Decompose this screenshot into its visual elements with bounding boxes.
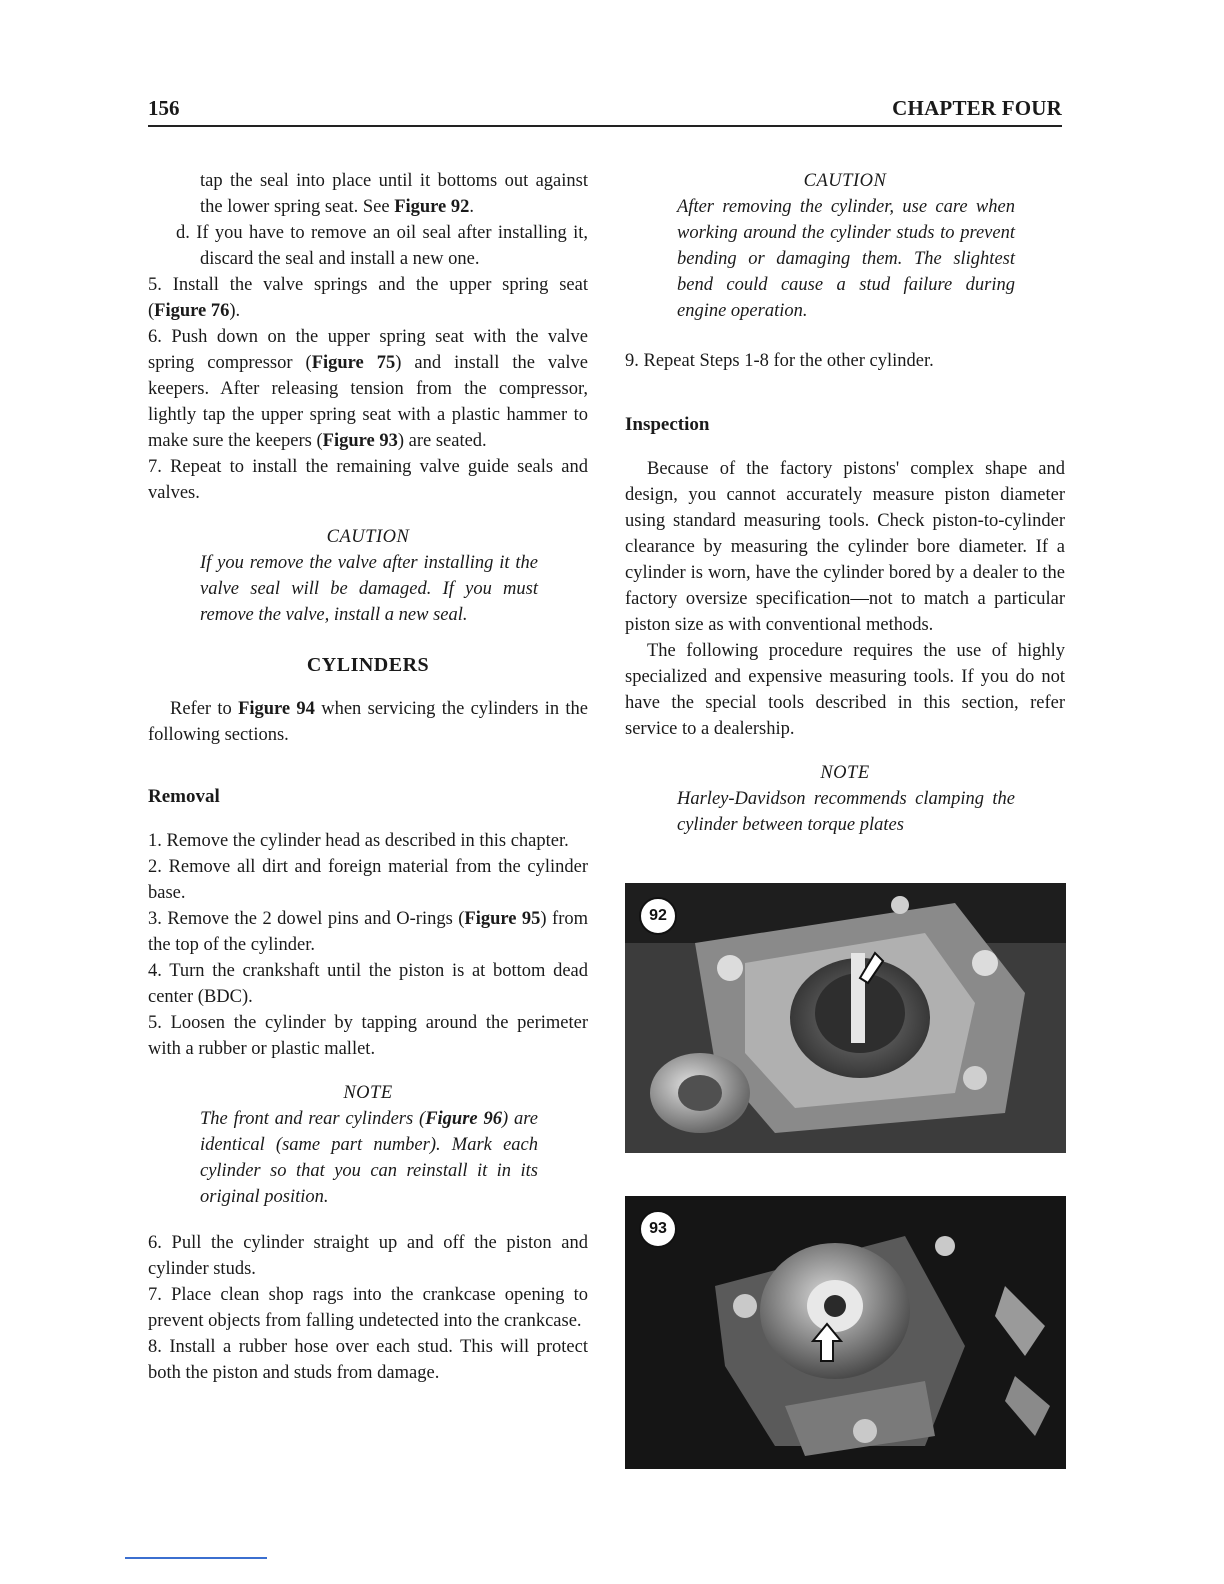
caution-title: CAUTION [326,527,410,547]
inspection-paragraph-1: Because of the factory pistons' complex shape and design, you cannot accurately measure piston diameter using standard measuring tools. Check piston-to-cylinder clearance by measuring the cylinder bore diameter. If a cylinder is worn, have the cylinder bored by a dealer to the factory oversize specification—not to match a particular piston size as with conventional methods. [625,459,1065,635]
figure-ref: Figure 96 [425,1109,502,1129]
figure-92-photo [625,883,1066,1153]
figure-93-photo [625,1196,1066,1469]
figure-ref: Figure 94 [238,699,315,719]
step-6: 6. Push down on the upper spring seat with the valve spring compressor (Figure 75) and install the valve keepers. After releasing tension from the compressor, lightly tap the upper spring seat with a plastic hammer to make sure the keepers (Figure 93) are seated. [148,327,588,451]
footnote-rule [125,1557,267,1559]
step-9: 9. Repeat Steps 1-8 for the other cylinder. [625,351,934,371]
removal-step-5: 5. Loosen the cylinder by tapping around the perimeter with a rubber or plastic mallet. [148,1013,588,1059]
step-5: 5. Install the valve springs and the upper spring seat (Figure 76). [148,275,588,321]
cylinders-intro: Refer to Figure 94 when servicing the cylinders in the following sections. [148,699,588,745]
caution-text: If you remove the valve after installing it the valve seal will be damaged. If you must remove the valve, install a new seal. [200,553,538,625]
note-box [625,760,1065,838]
note-title: NOTE [820,763,870,783]
removal-step-7: 7. Place clean shop rags into the crankcase opening to prevent objects from falling undetected into the crankcase. [148,1285,588,1331]
removal-step-8: 8. Install a rubber hose over each stud. This will protect both the piston and studs from damage. [148,1337,588,1383]
figure-number-badge: 92 [639,897,677,935]
step-d: d. If you have to remove an oil seal after installing it, discard the seal and install a new one. [176,223,589,269]
page-header [148,96,1062,126]
subheading-removal: Removal [148,786,220,807]
note-box [148,1080,588,1210]
page-number: 156 [148,96,180,120]
cylinder-head-photo [625,883,1066,1153]
step-7: 7. Repeat to install the remaining valve guide seals and valves. [148,457,588,503]
caution-text: After removing the cylinder, use care when working around the cylinder studs to prevent bending or damaging them. The slightest bend could cause a stud failure during engine operation. [677,197,1015,321]
figure-ref: Figure 93 [322,431,398,451]
figure-ref: Figure 75 [311,353,396,373]
removal-step-2: 2. Remove all dirt and foreign material from the cylinder base. [148,857,588,903]
left-column [148,168,588,1386]
inspection-paragraph-2: The following procedure requires the use of highly specialized and expensive measuring tools. If you do not have the special tools described in this section, refer service to a dealership. [625,641,1065,739]
removal-step-3: 3. Remove the 2 dowel pins and O-rings (Figure 95) from the top of the cylinder. [148,909,588,955]
note-text: The front and rear cylinders (Figure 96) are identical (same part number). Mark each cylinder so that you can reinstall it in its original position. [200,1109,538,1207]
valve-keepers-photo [625,1196,1066,1469]
caution-box [148,524,588,628]
section-heading-cylinders: CYLINDERS [306,654,430,676]
header-rule [148,125,1062,127]
figure-ref: Figure 95 [464,909,541,929]
caution-box [625,168,1065,324]
step-c-continued: tap the seal into place until it bottoms out against the lower spring seat. See Figure 92. [200,171,588,217]
removal-step-6: 6. Pull the cylinder straight up and off the piston and cylinder studs. [148,1233,588,1279]
note-title: NOTE [343,1083,393,1103]
figure-ref: Figure 92 [394,197,470,217]
removal-step-1: 1. Remove the cylinder head as described in this chapter. [148,831,569,851]
note-text: Harley-Davidson recommends clamping the cylinder between torque plates [677,789,1015,835]
removal-step-4: 4. Turn the crankshaft until the piston is at bottom dead center (BDC). [148,961,588,1007]
figure-ref: Figure 76 [154,301,230,321]
figure-number-badge: 93 [639,1210,677,1248]
right-column [625,168,1065,838]
chapter-title: CHAPTER FOUR [892,96,1062,120]
subheading-inspection: Inspection [625,414,710,435]
caution-title: CAUTION [803,171,887,191]
